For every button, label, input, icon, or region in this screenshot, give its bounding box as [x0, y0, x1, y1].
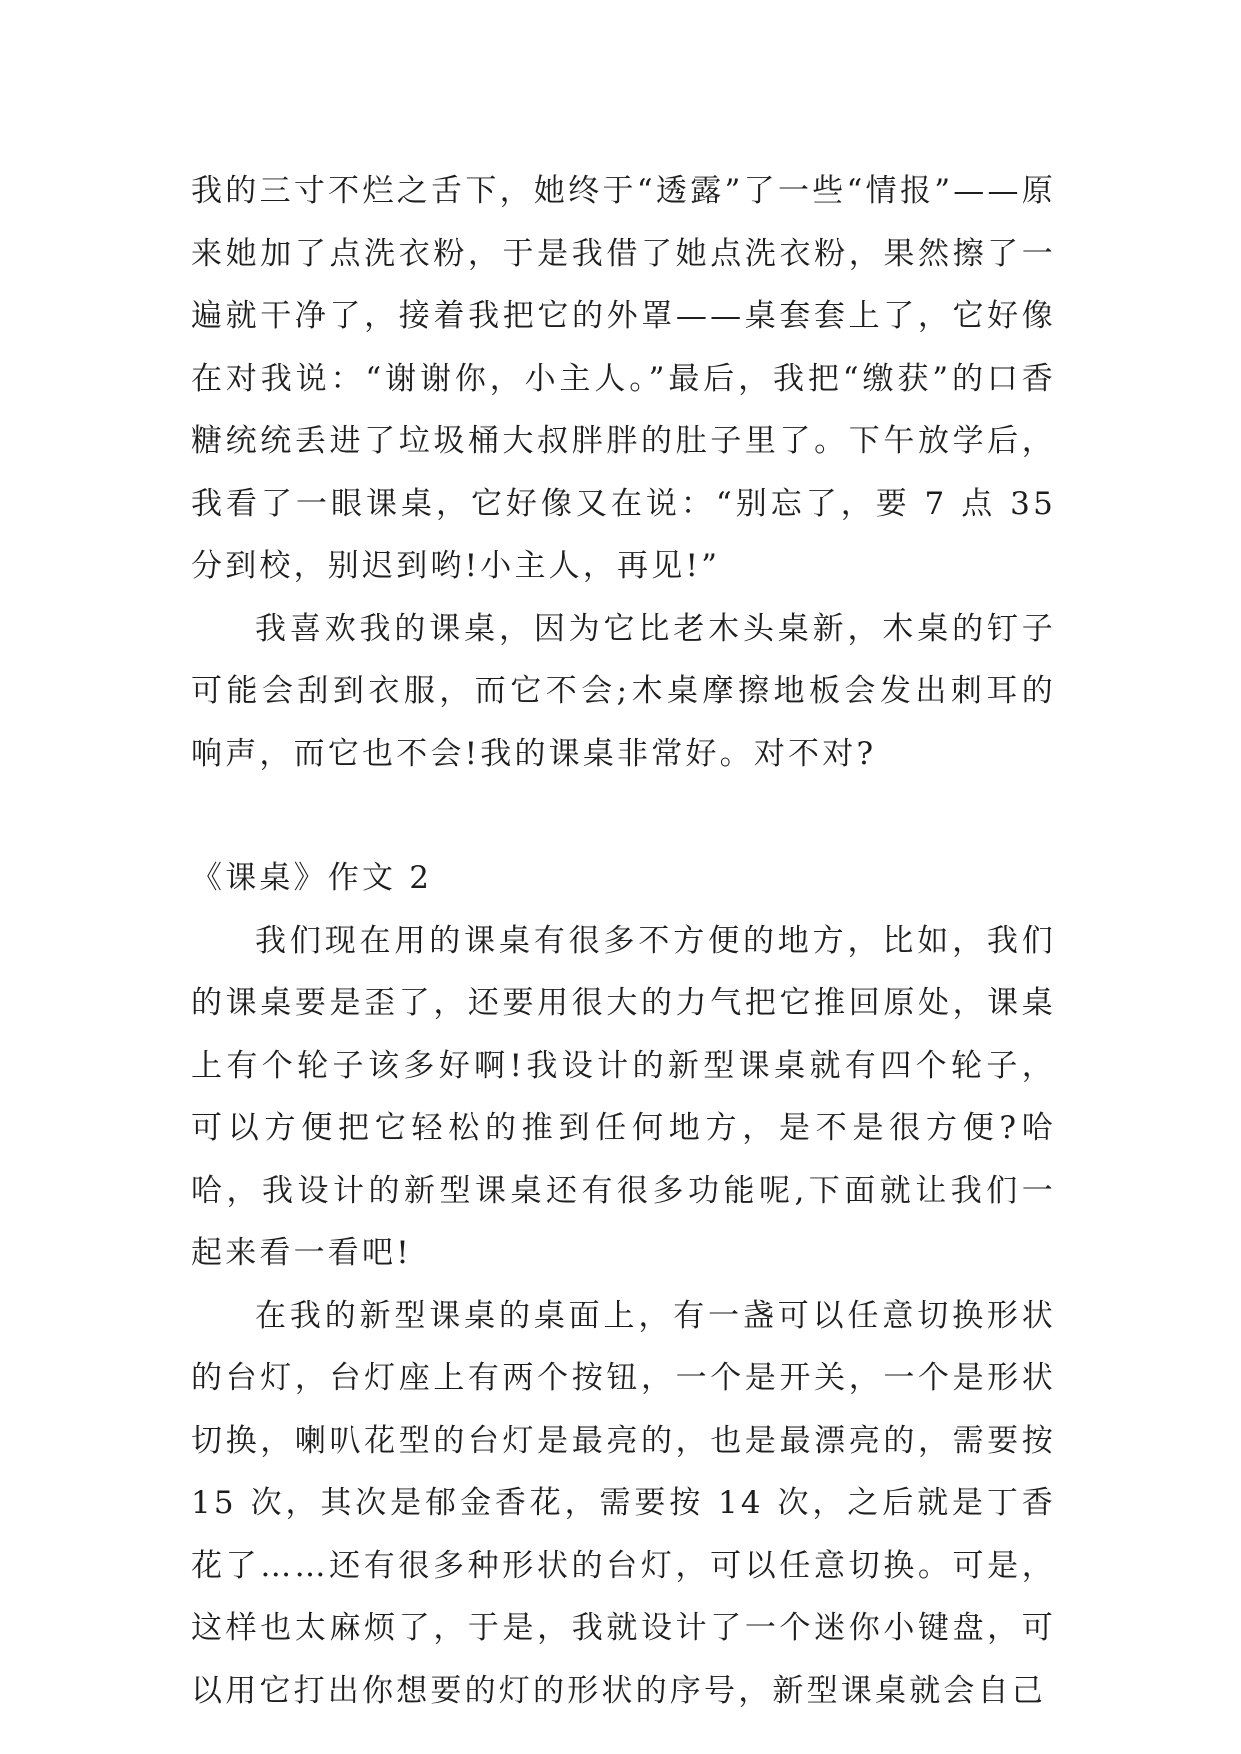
section-heading: 《课桌》作文 2: [191, 860, 433, 896]
document-body: [191, 160, 1056, 1722]
paragraph-continuation: 我的三寸不烂之舌下，她终于“透露”了一些“情报”——原来她加了点洗衣粉，于是我借了她点洗衣粉，果然擦了一遍就干净了，接着我把它的外罩——桌套套上了，它好像在对我说：“谢谢你，小主人。”最后，我把“缴获”的口香糖统统丢进了垃圾桶大叔胖胖的肚子里了。下午放学后，我看了一眼课桌，它好像又在说：“别忘了，要 7 点 35 分到校，别迟到哟!小主人，再见!”: [191, 173, 1056, 584]
paragraph-desk-lamp: 在我的新型课桌的桌面上，有一盏可以任意切换形状的台灯，台灯座上有两个按钮，一个是开关，一个是形状切换，喇叭花型的台灯是最亮的，也是最漂亮的，需要按 15 次，其次是郁金香花，需要按 14 次，之后就是丁香花了……还有很多种形状的台灯，可以任意切换。可是，这样也太麻烦了，于是，我就设计了一个迷你小键盘，可以用它打出你想要的灯的形状的序号，新型课桌就会自己: [191, 1297, 1056, 1709]
paragraph-desk-wheels: 我们现在用的课桌有很多不方便的地方，比如，我们的课桌要是歪了，还要用很大的力气把它推回原处，课桌上有个轮子该多好啊!我设计的新型课桌就有四个轮子，可以方便把它轻松的推到任何地方，是不是很方便?哈哈，我设计的新型课桌还有很多功能呢,下面就让我们一起来看一看吧!: [191, 922, 1056, 1271]
paragraph-like-my-desk: 我喜欢我的课桌，因为它比老木头桌新，木桌的钉子可能会刮到衣服，而它不会;木桌摩擦地板会发出刺耳的响声，而它也不会!我的课桌非常好。对不对?: [191, 610, 1056, 772]
